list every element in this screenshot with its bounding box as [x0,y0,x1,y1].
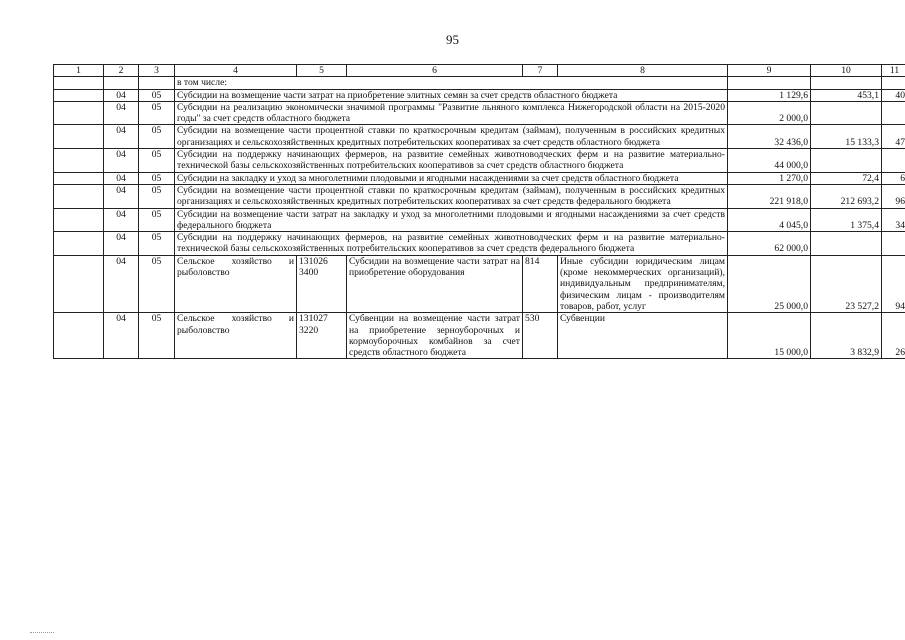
actual-amount: 1 375,4 [811,208,882,232]
actual-amount [811,101,882,125]
budget-execution-table [53,64,905,359]
execution-percent: 6 [882,172,905,184]
column-header-9: 9 [728,65,811,77]
execution-percent [882,232,905,256]
execution-percent [882,101,905,125]
section-code: 04 [104,89,139,101]
column-header-4: 4 [175,65,297,77]
column-header-3: 3 [139,65,175,77]
target-article-name: Субвенции на возмещение части затрат на приобретение зерноуборочных и кормоуборочных комбайнов за счет средств областного бюджета [347,313,523,359]
section-name: Сельское хозяйство и рыболовство [175,313,297,359]
section-code: 04 [104,232,139,256]
actual-amount: 212 693,2 [811,184,882,208]
page-number: 95 [446,32,459,47]
actual-amount: 72,4 [811,172,882,184]
planned-amount: 2 000,0 [728,101,811,125]
table-row [54,149,905,173]
execution-percent [882,149,905,173]
column-header-1: 1 [54,65,104,77]
actual-amount [811,149,882,173]
expense-type-name: Субвенции [558,313,728,359]
planned-amount: 15 000,0 [728,313,811,359]
execution-percent: 47 [882,125,905,149]
actual-amount: 23 527,2 [811,255,882,312]
column-header-11: 11 [882,65,905,77]
column-header-10: 10 [811,65,882,77]
column-header-2: 2 [104,65,139,77]
actual-amount: 3 832,9 [811,313,882,359]
section-code: 04 [104,149,139,173]
section-code: 04 [104,101,139,125]
section-code: 04 [104,255,139,312]
planned-amount: 1 129,6 [728,89,811,101]
table-row-detail [54,313,905,359]
actual-amount [811,232,882,256]
actual-amount: 15 133,3 [811,125,882,149]
row-description: Субсидии на возмещение части затрат на приобретение элитных семян за счет средств областного бюджета [175,89,728,101]
table-row [54,89,905,101]
column-header-6: 6 [347,65,523,77]
section-code: 04 [104,172,139,184]
row-description: Субсидии на поддержку начинающих фермеров, на развитие семейных животноводческих ферм и на развитие материально-технической базы сельскохозяйственных потребительских кооперативов за счет средств федерального бюджета [175,232,728,256]
table-row [54,125,905,149]
table-row-detail [54,255,905,312]
table-row-intro [54,77,905,89]
subsection-code: 05 [139,184,175,208]
row-description: Субсидии на возмещение части затрат на закладку и уход за многолетними плодовыми и ягодными насаждениями за счет средств федерального бюджета [175,208,728,232]
column-header-5: 5 [297,65,347,77]
execution-percent: 96 [882,184,905,208]
table-header-row [54,65,905,77]
planned-amount: 221 918,0 [728,184,811,208]
section-code: 04 [104,184,139,208]
subsection-code: 05 [139,255,175,312]
subsection-code: 05 [139,149,175,173]
subsection-code: 05 [139,313,175,359]
execution-percent: 34 [882,208,905,232]
table-row [54,172,905,184]
subsection-code: 05 [139,125,175,149]
scan-artifact [30,632,54,635]
target-article-code: 131026 3400 [297,255,347,312]
planned-amount: 44 000,0 [728,149,811,173]
subsection-code: 05 [139,208,175,232]
table-row [54,101,905,125]
table-row [54,184,905,208]
row-description: Субсидии на закладку и уход за многолетними плодовыми и ягодными насаждениями за счет средств областного бюджета [175,172,728,184]
target-article-name: Субсидии на возмещение части затрат на приобретение оборудования [347,255,523,312]
subsection-code: 05 [139,232,175,256]
expense-type-code: 530 [523,313,558,359]
column-header-7: 7 [523,65,558,77]
table-row [54,208,905,232]
execution-percent: 26 [882,313,905,359]
subsection-code: 05 [139,101,175,125]
subsection-code: 05 [139,89,175,101]
section-name: Сельское хозяйство и рыболовство [175,255,297,312]
target-article-code: 131027 3220 [297,313,347,359]
intro-label: в том числе: [175,77,728,89]
subsection-code: 05 [139,172,175,184]
expense-type-name: Иные субсидии юридическим лицам (кроме некоммерческих организаций), индивидуальным предпринимателям, физическим лицам - производителям товаров, работ, услуг [558,255,728,312]
column-header-8: 8 [558,65,728,77]
table-row [54,232,905,256]
row-description: Субсидии на возмещение части процентной ставки по краткосрочным кредитам (займам), полученным в российских кредитных организациях и сельскохозяйственных кредитных потребительских кооперативах за счет средств областного бюджета [175,125,728,149]
planned-amount: 1 270,0 [728,172,811,184]
execution-percent: 94 [882,255,905,312]
section-code: 04 [104,208,139,232]
planned-amount: 4 045,0 [728,208,811,232]
row-description: Субсидии на реализацию экономически значимой программы "Развитие льняного комплекса Нижегородской области на 2015-2020 годы" за счет средств областного бюджета [175,101,728,125]
execution-percent: 40 [882,89,905,101]
row-description: Субсидии на возмещение части процентной ставки по краткосрочным кредитам (займам), полученным в российских кредитных организациях и сельскохозяйственных кредитных потребительских кооперативах за счет средств федерального бюджета [175,184,728,208]
planned-amount: 62 000,0 [728,232,811,256]
planned-amount: 25 000,0 [728,255,811,312]
expense-type-code: 814 [523,255,558,312]
planned-amount: 32 436,0 [728,125,811,149]
section-code: 04 [104,125,139,149]
section-code: 04 [104,313,139,359]
row-description: Субсидии на поддержку начинающих фермеров, на развитие семейных животноводческих ферм и на развитие материально-технической базы сельскохозяйственных потребительских кооперативов за счет средств областного бюджета [175,149,728,173]
actual-amount: 453,1 [811,89,882,101]
